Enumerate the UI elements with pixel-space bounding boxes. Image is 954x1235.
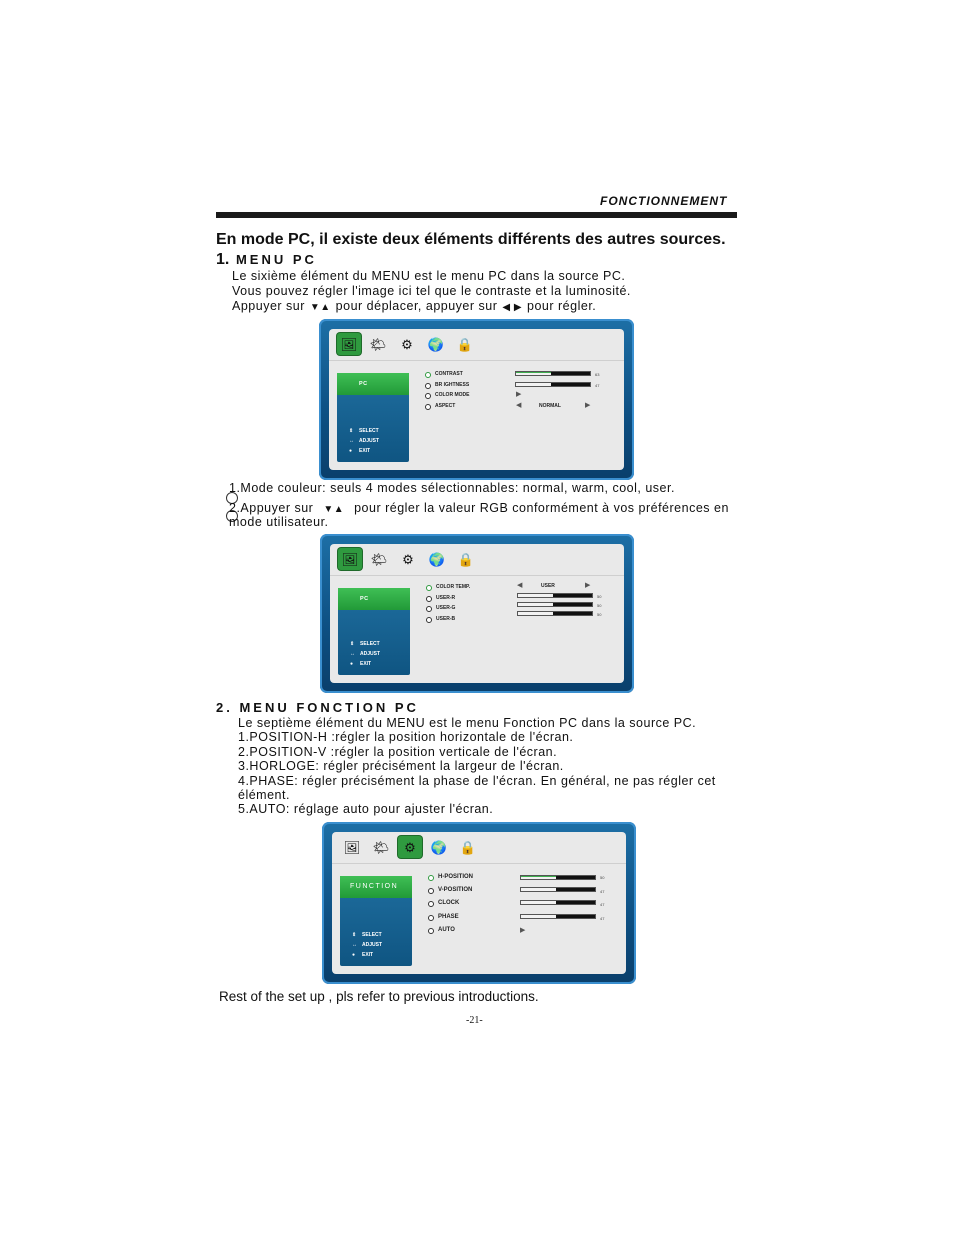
nav-middle: pour déplacer, appuyer sur bbox=[335, 299, 498, 313]
osd-item-user-b[interactable]: USER-B 50 bbox=[426, 616, 624, 627]
updown-arrows-icon: ▼▲ bbox=[309, 302, 331, 313]
user-b-slider[interactable] bbox=[517, 611, 593, 616]
osd-item-h-position[interactable]: H-POSITION 50 bbox=[428, 874, 626, 887]
v-position-slider[interactable] bbox=[520, 887, 596, 892]
osd-icon-bar bbox=[337, 333, 477, 361]
item-bullet-icon bbox=[428, 888, 434, 894]
footer-exit: ● EXIT bbox=[350, 661, 372, 667]
osd-color-temp-menu bbox=[320, 534, 634, 693]
item-bullet-icon bbox=[425, 383, 431, 389]
time-icon[interactable]: 🌍 bbox=[427, 336, 445, 352]
section2-line-3: 2.POSITION-V :régler la position verticale de l'écran. bbox=[238, 745, 558, 759]
osd-sidebar bbox=[337, 373, 409, 462]
setup-gear-icon[interactable]: ⚙ bbox=[398, 836, 422, 858]
item-bullet-icon bbox=[426, 596, 432, 602]
osd-item-v-position[interactable]: V-POSITION 47 bbox=[428, 887, 626, 900]
section2-title-text: MENU FONCTION PC bbox=[239, 700, 419, 715]
time-icon[interactable]: 🌍 bbox=[428, 551, 446, 567]
contrast-slider[interactable] bbox=[515, 371, 591, 376]
osd-item-contrast[interactable]: CONTRAST 63 bbox=[425, 371, 624, 382]
footer-exit: ● EXIT bbox=[352, 952, 374, 958]
item-bullet-icon bbox=[426, 617, 432, 623]
sound-icon[interactable]: 🌤 bbox=[370, 551, 388, 567]
nav-suffix: pour régler. bbox=[527, 299, 597, 313]
osd-item-auto[interactable]: AUTO ▶ bbox=[428, 927, 626, 940]
osd-pc-menu bbox=[319, 319, 634, 480]
left-arrow-icon[interactable]: ◀ bbox=[517, 582, 523, 589]
osd-sidebar bbox=[340, 876, 412, 966]
item-bullet-icon bbox=[425, 372, 431, 378]
osd-sidebar-footer bbox=[349, 426, 379, 456]
nav-prefix: Appuyer sur bbox=[232, 299, 305, 313]
lock-icon[interactable]: 🔒 bbox=[459, 839, 477, 855]
footer-exit: ● EXIT bbox=[349, 448, 371, 454]
osd-item-user-g[interactable]: USER-G 50 bbox=[426, 605, 624, 616]
osd-screen bbox=[332, 832, 626, 974]
brightness-slider[interactable] bbox=[515, 382, 591, 387]
osd-item-phase[interactable]: PHASE 47 bbox=[428, 914, 626, 927]
user-g-slider[interactable] bbox=[517, 602, 593, 607]
picture-icon[interactable]: 🖼 bbox=[338, 548, 362, 570]
osd-item-aspect[interactable]: ASPECT ◀ NORMAL ▶ bbox=[425, 403, 624, 414]
updown-arrows-icon: ▼▲ bbox=[323, 504, 345, 515]
section1-title-text: MENU PC bbox=[235, 252, 317, 267]
submenu-arrow-icon[interactable]: ▶ bbox=[516, 391, 522, 399]
user-r-slider[interactable] bbox=[517, 593, 593, 598]
section2-line-4: 3.HORLOGE: régler précisément la largeur de l'écran. bbox=[238, 759, 564, 773]
osd-sidebar-title: FUNCTION bbox=[340, 876, 412, 898]
picture-icon[interactable]: 🖼 bbox=[343, 839, 361, 855]
left-arrow-icon[interactable]: ◀ bbox=[516, 401, 522, 409]
osd-screen bbox=[330, 544, 624, 683]
time-icon[interactable]: 🌍 bbox=[430, 839, 448, 855]
clock-slider[interactable] bbox=[520, 900, 596, 905]
lock-icon[interactable]: 🔒 bbox=[457, 551, 475, 567]
osd-sidebar-title: PC bbox=[338, 588, 410, 610]
osd-divider bbox=[330, 575, 624, 576]
footer-adjust: ↔ ADJUST bbox=[349, 438, 380, 444]
osd-sidebar-footer bbox=[352, 930, 382, 960]
phase-slider[interactable] bbox=[520, 914, 596, 919]
item-bullet-icon bbox=[425, 393, 431, 399]
section2-number: 2. bbox=[216, 700, 233, 715]
right-arrow-icon[interactable]: ▶ bbox=[585, 582, 591, 589]
setup-gear-icon[interactable]: ⚙ bbox=[401, 336, 413, 352]
sound-icon[interactable]: 🌤 bbox=[369, 336, 387, 352]
osd-item-brightness[interactable]: BR IGHTNESS 47 bbox=[425, 382, 624, 393]
osd-item-clock[interactable]: CLOCK 47 bbox=[428, 900, 626, 913]
footer-adjust: ↔ ADJUST bbox=[350, 651, 381, 657]
leftright-arrows-icon: ◀ ▶ bbox=[502, 302, 523, 313]
lock-icon[interactable]: 🔒 bbox=[456, 336, 474, 352]
footer-adjust: ↔ ADJUST bbox=[352, 942, 383, 948]
item-bullet-icon bbox=[428, 901, 434, 907]
osd-screen bbox=[329, 329, 624, 470]
section2-line-5: 4.PHASE: régler précisément la phase de l'écran. En général, ne pas régler cet bbox=[238, 774, 716, 788]
osd-item-list bbox=[426, 584, 624, 626]
header-rule bbox=[216, 212, 737, 218]
item-bullet-icon bbox=[428, 875, 434, 881]
osd-item-user-r[interactable]: USER-R 50 bbox=[426, 595, 624, 606]
footer-select: ⇕ SELECT bbox=[350, 641, 380, 647]
section1-line-1: Le sixième élément du MENU est le menu PC dans la source PC. bbox=[232, 269, 626, 283]
section2-title bbox=[216, 700, 419, 715]
note-2: 2.Appuyer sur ▼▲ pour régler la valeur RGB conformément à vos préférences en bbox=[229, 501, 729, 518]
osd-divider bbox=[332, 863, 626, 864]
item-bullet-icon bbox=[428, 915, 434, 921]
osd-sidebar-footer bbox=[350, 639, 380, 669]
h-position-slider[interactable] bbox=[520, 875, 596, 880]
osd-item-list bbox=[428, 874, 626, 940]
item-bullet-icon bbox=[425, 404, 431, 410]
item-bullet-icon bbox=[426, 585, 432, 591]
osd-sidebar-title: PC bbox=[337, 373, 409, 395]
section1-line-2: Vous pouvez régler l'image ici tel que le contraste et la luminosité. bbox=[232, 284, 631, 298]
footer-select: ⇕ SELECT bbox=[349, 428, 379, 434]
sound-icon[interactable]: 🌤 bbox=[372, 839, 390, 855]
intro-heading: En mode PC, il existe deux éléments différents des autres sources. bbox=[216, 231, 726, 248]
section2-line-7: 5.AUTO: réglage auto pour ajuster l'écran. bbox=[238, 802, 494, 816]
osd-item-list bbox=[425, 371, 624, 413]
osd-function-menu bbox=[322, 822, 636, 984]
section2-line-2: 1.POSITION-H :régler la position horizontale de l'écran. bbox=[238, 730, 574, 744]
osd-item-color-temp[interactable]: COLOR TEMP. ◀ USER ▶ bbox=[426, 584, 624, 595]
item-bullet-icon bbox=[428, 928, 434, 934]
note-2-cont: mode utilisateur. bbox=[229, 515, 329, 529]
section1-number: 1. bbox=[216, 251, 230, 268]
section1-title bbox=[216, 251, 317, 269]
footer-select: ⇕ SELECT bbox=[352, 932, 382, 938]
osd-item-color-mode[interactable]: COLOR MODE ▶ bbox=[425, 392, 624, 403]
item-bullet-icon bbox=[426, 606, 432, 612]
osd-divider bbox=[329, 360, 624, 361]
section2-line-1: Le septième élément du MENU est le menu Fonction PC dans la source PC. bbox=[238, 716, 697, 730]
page-number: -21- bbox=[466, 1015, 483, 1026]
section-header: FONCTIONNEMENT bbox=[600, 194, 728, 208]
submenu-arrow-icon[interactable]: ▶ bbox=[520, 926, 526, 934]
section2-line-6: élément. bbox=[238, 788, 290, 802]
footer-note: Rest of the set up , pls refer to previous introductions. bbox=[219, 989, 539, 1004]
picture-icon[interactable]: 🖼 bbox=[337, 333, 361, 355]
right-arrow-icon[interactable]: ▶ bbox=[585, 401, 591, 409]
osd-icon-bar bbox=[338, 548, 478, 576]
osd-sidebar bbox=[338, 588, 410, 675]
osd-icon-bar bbox=[340, 836, 480, 864]
section1-nav-line bbox=[232, 299, 596, 316]
setup-gear-icon[interactable]: ⚙ bbox=[402, 551, 414, 567]
note-1: 1.Mode couleur: seuls 4 modes sélectionnables: normal, warm, cool, user. bbox=[229, 481, 675, 495]
